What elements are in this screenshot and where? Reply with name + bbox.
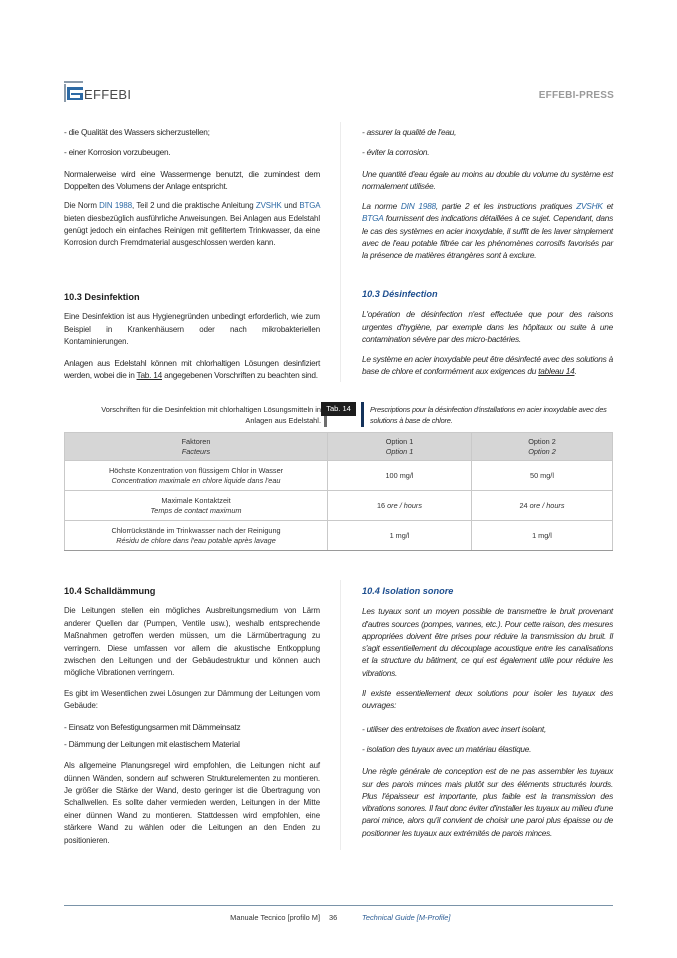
paragraph: La norme DIN 1988, partie 2 et les instructions pratiques ZVSHK et BTGA fournissent des indications détaillées à ce sujet. Cependant, dans le cas des systèmes en acier inoxydable, il suffit de les laver simplement avec de l'eau potable filtrée car les phénomènes corrosifs favorisés par la présence de matières étrangères sont à exclure.	[362, 201, 613, 261]
effebi-logo-icon	[64, 81, 83, 102]
section-heading-fr: 10.4 Isolation sonore	[362, 586, 454, 596]
link-zvshk[interactable]: ZVSHK	[255, 201, 282, 211]
section-heading-de: 10.3 Desinfektion	[64, 292, 140, 302]
left-section-10-3	[64, 291, 320, 389]
link-btga[interactable]: BTGA	[299, 201, 320, 211]
paragraph: L'opération de désinfection n'est effectuée que pour des raisons urgentes d'hygiène, par exemple dans les hôpitaux ou suite à une contamination sévère par des micro-bactéries.	[362, 309, 613, 344]
left-section-10-4	[64, 585, 320, 855]
option-1-cell: 100 mg/l	[328, 461, 472, 491]
effebi-logo	[64, 80, 131, 102]
paragraph: Anlagen aus Edelstahl können mit chlorhaltigen Lösungen desinfiziert werden, wobei die in Tab. 14 angegebenen Vorschriften zu beachten sind.	[64, 357, 320, 380]
section-heading-fr: 10.3 Désinfection	[362, 289, 438, 299]
bullet-item: - Dämmung der Leitungen mit elastischem Material	[64, 738, 240, 749]
table-row	[65, 461, 613, 491]
table-header-row	[65, 433, 613, 461]
left-column-top	[64, 126, 320, 258]
header-option-2: Option 2 Option 2	[472, 433, 613, 461]
caption-bar-blue	[361, 402, 364, 427]
link-din-1988-fr[interactable]: DIN 1988	[400, 201, 436, 212]
paragraph: Le système en acier inoxydable peut être désinfecté avec des solutions à base de chlore et conformément aux exigences du tableau 14.	[362, 354, 613, 377]
footer-rule	[64, 905, 613, 906]
link-din-1988[interactable]: DIN 1988	[99, 201, 132, 211]
factor-cell: Maximale Kontaktzeit Temps de contact maximum	[65, 491, 328, 521]
table-caption-fr: Prescriptions pour la désinfection d'installations en acier inoxydable avec des solutions à base de chlore.	[370, 405, 607, 425]
paragraph: Les tuyaux sont un moyen possible de transmettre le bruit provenant d'autres sources (pompes, vannes, etc.). Pour cette raison, des mesures appropriées doivent être prises pour réduire la transmission du bruit. Il s'agit essentiellement du découplage acoustique entre les canalisations et la structure du bâtiment, ce qui est également utile pour réduire les vibrations.	[362, 606, 613, 678]
bullet-item: - assurer la qualité de l'eau,	[362, 127, 457, 137]
header-option-1: Option 1 Option 1	[328, 433, 472, 461]
paragraph: Es gibt im Wesentlichen zwei Lösungen zur Dämmung der Leitungen vom Gebäude:	[64, 688, 320, 711]
paragraph: Die Norm DIN 1988, Teil 2 und die praktische Anleitung ZVSHK und BTGA bieten diesbezüglich ausführliche Anweisungen. Bei Anlagen aus Edelstahl genügt jedoch ein einfaches Reinigen mit gefiltertem Trinkwasser, da eine Korrosion durch Fremdmaterial ausgeschlossen werden kann.	[64, 201, 320, 248]
bullet-item: - einer Korrosion vorzubeugen.	[64, 147, 171, 158]
paragraph: Als allgemeine Planungsregel wird empfohlen, die Leitungen nicht auf dünnen Wänden, sondern auf schweren Strukturelementen zu montieren. Je größer die Stärke der Wand, desto geringer ist die Übertragung von Schallwellen. Es sollte daher vermieden werden, Leitungen in der Mitte einer dünnen Wand zu montieren. Stattdessen wird empfohlen, eine stärkere Wand zu wählen oder die Leitungen an den Enden zu positionieren.	[64, 761, 320, 845]
paragraph: Il existe essentiellement deux solutions pour isoler les tuyaux des ouvrages:	[362, 688, 613, 711]
link-tableau-14[interactable]: tableau 14	[538, 366, 575, 377]
column-divider-top	[340, 122, 341, 382]
option-1-cell: 16 ore / hours	[328, 491, 472, 521]
option-2-cell: 50 mg/l	[472, 461, 613, 491]
option-1-cell: 1 mg/l	[328, 521, 472, 551]
disinfection-table	[64, 432, 613, 551]
paragraph: Une règle générale de conception est de ne pas assembler les tuyaux sur des parois minces mais plutôt sur des éléments structurés lourds. Plus l'épaisseur est importante, plus faible est la transmission des vibrations sonores. Il faut donc éviter d'installer les tuyaux au milieu d'une paroi mince, alors qu'il convient de choisir une paroi plus épaisse ou de positionner les tuyaux aux extrémités de parois minces.	[362, 766, 613, 838]
brand-name: EFFEBI-PRESS	[538, 90, 614, 101]
page-number: 36	[329, 913, 338, 922]
option-2-cell: 1 mg/l	[472, 521, 613, 551]
footer-guide-title: Technical Guide [M-Profile]	[362, 913, 451, 922]
link-zvshk-fr[interactable]: ZVSHK	[576, 201, 603, 212]
header-factors: Faktoren Facteurs	[65, 433, 328, 461]
bullet-item: - utiliser des entretoises de fixation avec insert isolant,	[362, 723, 547, 734]
right-section-10-4	[362, 585, 613, 847]
option-2-cell: 24 ore / hours	[472, 491, 613, 521]
column-divider-bottom	[340, 580, 341, 850]
table-caption-de: Vorschriften für die Desinfektion mit chlorhaltigen Lösungsmitteln in Anlagen aus Edelstahl.	[101, 405, 321, 425]
paragraph: Normalerweise wird eine Wassermenge benutzt, die zumindest dem Doppelten des Volumens der Anlage entspricht.	[64, 168, 320, 191]
bullet-item: - Einsatz von Befestigungsarmen mit Dämmeinsatz	[64, 721, 241, 732]
right-column-top	[362, 126, 613, 270]
factor-cell: Chlorrückstände im Trinkwasser nach der Reinigung Résidu de chlore dans l'eau potable après lavage	[65, 521, 328, 551]
bullet-item: - éviter la corrosion.	[362, 147, 430, 158]
paragraph: Une quantité d'eau égale au moins au double du volume du système est normalement utilisée.	[362, 168, 613, 191]
factor-cell: Höchste Konzentration von flüssigem Chlor in Wasser Concentration maximale en chlore liquide dans l'eau	[65, 461, 328, 491]
section-heading-de: 10.4 Schalldämmung	[64, 586, 156, 596]
logo-text: EFFEBI	[84, 87, 132, 102]
link-btga-fr[interactable]: BTGA	[362, 213, 384, 224]
table-row	[65, 521, 613, 551]
paragraph: Die Leitungen stellen ein mögliches Ausbreitungsmedium von Lärm anderer Quellen dar (Pumpen, Ventile usw.), weshalb entsprechende Maßnahmen getroffen werden müssen, um die Lärmübertragung zu verringern. Diese umfassen vor allem die akustische Entkopplung zwischen den Leitungen und der Gebäudestruktur und können auch mögliche Vibrationen verringern.	[64, 606, 320, 678]
bullet-item: - die Qualität des Wassers sicherzustellen;	[64, 127, 210, 137]
paragraph: Eine Desinfektion ist aus Hygienegründen unbedingt erforderlich, wie zum Beispiel in Krankenhäusern oder nach mikrobakteriellen Kontaminierungen.	[64, 312, 320, 347]
table-row	[65, 491, 613, 521]
link-tab-14[interactable]: Tab. 14	[136, 369, 163, 380]
footer-manual-title: Manuale Tecnico [profilo M]	[230, 913, 320, 922]
bullet-item: - isolation des tuyaux avec un matériau élastique.	[362, 743, 532, 754]
table-label: Tab. 14	[321, 402, 356, 416]
right-section-10-3	[362, 288, 613, 386]
